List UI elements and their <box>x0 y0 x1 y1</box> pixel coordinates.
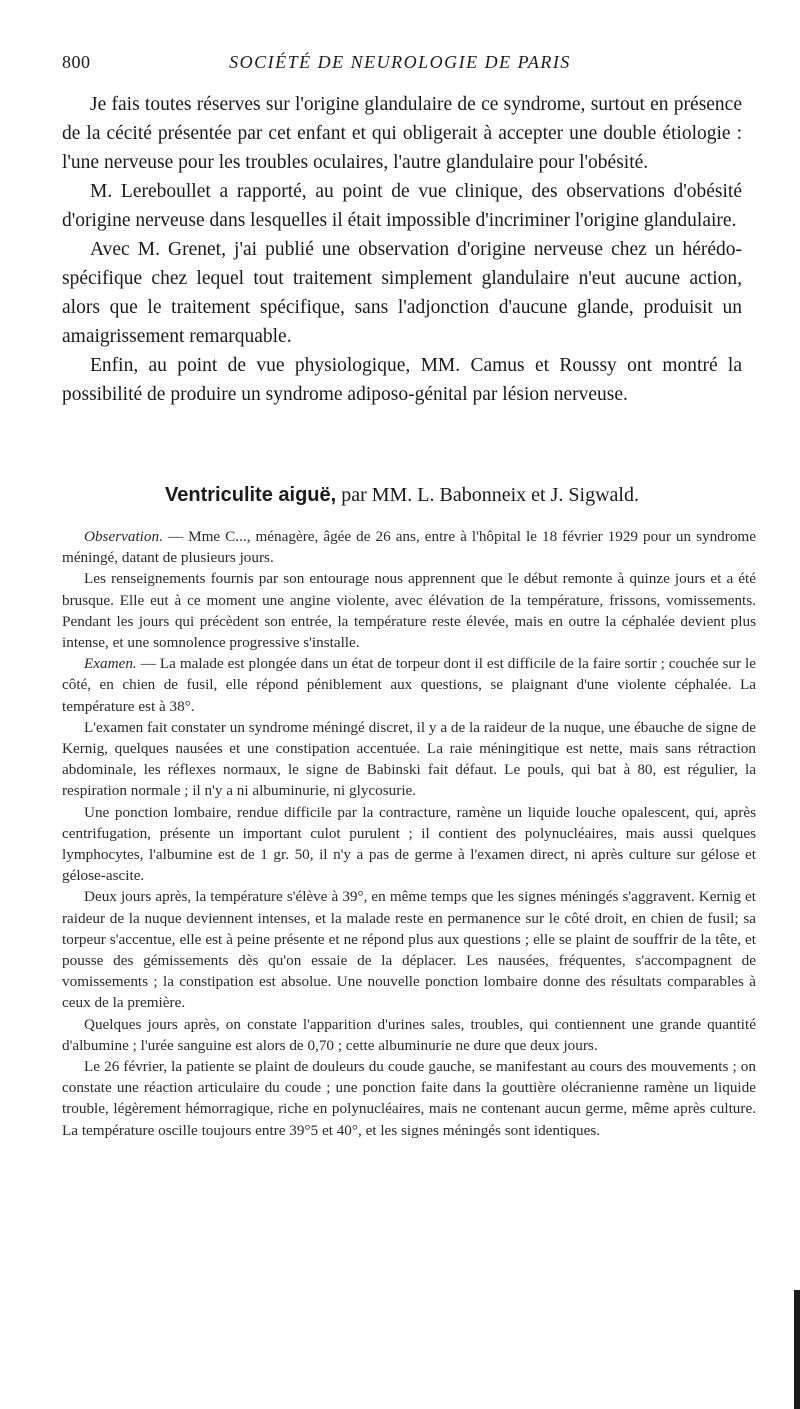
case-paragraph: Examen. — La malade est plongée dans un état de torpeur dont il est difficile de la faire sortir ; couchée sur le côté, en chien de fusil, elle répond péniblement aux questions, se plaignant d'une violente céphalée. La température est à 38°. <box>62 655 756 715</box>
section-lead: Examen. <box>84 655 137 673</box>
discussion-text <box>62 90 742 409</box>
case-paragraph: L'examen fait constater un syndrome méningé discret, il y a de la raideur de la nuque, une ébauche de signe de Kernig, quelques nausées et une constipation accentuée. La raie méningitique est nette, mais sans rétraction abdominale, les réflexes normaux, le signe de Babinski fait défaut. Le pouls, qui bat à 80, est régulier, la respiration normale ; il n'y a ni albuminurie, ni glycosurie. <box>62 718 756 800</box>
article-byline: par MM. L. Babonneix et J. Sigwald. <box>341 484 639 506</box>
case-paragraph: Le 26 février, la patiente se plaint de douleurs du coude gauche, se manifestant au cours des mouvements ; on constate une réaction articulaire du coude ; une ponction faite dans la gouttière olécranienne ramène un liquide trouble, légèrement hémorragique, riche en polynucléaires, mais ne contenant aucun germe, même après culture. La température oscille toujours entre 39°5 et 40°, et les signes méningés sont identiques. <box>62 1058 756 1139</box>
intro-paragraph: Enfin, au point de vue physiologique, MM. Camus et Roussy ont montré la possibilité de produire un syndrome adiposo-génital par lésion nerveuse. <box>62 355 742 405</box>
case-paragraph: Une ponction lombaire, rendue difficile par la contracture, ramène un liquide louche opalescent, qui, après centrifugation, présente un important culot purulent ; il contient des polynucléaires, mais aussi quelques lymphocytes, l'albumine est de 1 gr. 50, il n'y a pas de germe à l'examen direct, ni après culture sur gélose et gélose-ascite. <box>62 803 756 885</box>
case-report <box>62 526 756 1141</box>
case-paragraph: Les renseignements fournis par son entourage nous apprennent que le début remonte à quinze jours et a été brusque. Elle eut à ce moment une angine violente, avec élévation de la température, frissons, vomissements. Pendant les jours qui précèdent son entrée, la température reste élevée, mais en outre la céphalée devient plus intense, et une somnolence progressive s'installe. <box>62 570 756 652</box>
scan-edge-shadow <box>794 1290 800 1409</box>
intro-paragraph: M. Lereboullet a rapporté, au point de vue clinique, des observations d'obésité d'origine nerveuse dans lesquelles il était impossible d'incriminer l'origine glandulaire. <box>62 181 742 231</box>
page-number: 800 <box>62 52 91 72</box>
intro-paragraph: Je fais toutes réserves sur l'origine glandulaire de ce syndrome, surtout en présence de la cécité présentée par cet enfant et qui obligerait à accepter une double étiologie : l'une nerveuse pour les troubles oculaires, l'autre glandulaire pour l'obésité. <box>62 94 742 173</box>
case-paragraph: Observation. — Mme C..., ménagère, âgée de 26 ans, entre à l'hôpital le 18 février 1929 pour un syndrome méningé, datant de plusieurs jours. <box>62 528 756 567</box>
article-title: Ventriculite aiguë, <box>165 484 337 506</box>
journal-title: SOCIÉTÉ DE NEUROLOGIE DE PARIS <box>229 52 571 72</box>
intro-paragraph: Avec M. Grenet, j'ai publié une observation d'origine nerveuse chez un hérédo-spécifique chez lequel tout traitement simplement glandulaire n'eut aucune action, alors que le traitement spécifique, sans l'adjonction d'aucune glande, produisit un amaigrissement remarquable. <box>62 239 742 347</box>
case-paragraph: Quelques jours après, on constate l'apparition d'urines sales, troubles, qui contiennent une grande quantité d'albumine ; l'urée sanguine est alors de 0,70 ; cette albuminurie ne dure que deux jours. <box>62 1015 756 1054</box>
section-lead: Observation. <box>84 528 163 545</box>
case-paragraph: Deux jours après, la température s'élève à 39°, en même temps que les signes méningés s'aggravent. Kernig et raideur de la nuque deviennent intenses, et la malade reste en permanence sur le côté droit, en chien de fusil; sa torpeur s'accentue, elle est à peine présente et ne répond plus aux questions ; elle se plaint de souffrir de la tête, et pousse des gémissements dès qu'on essaie de la déplacer. Les nausées, fréquentes, s'accompagnent de vomissements ; la constipation est absolue. Une nouvelle ponction lombaire donne des résultats comparables à ceux de la première. <box>62 888 756 1012</box>
article-heading <box>62 484 742 507</box>
